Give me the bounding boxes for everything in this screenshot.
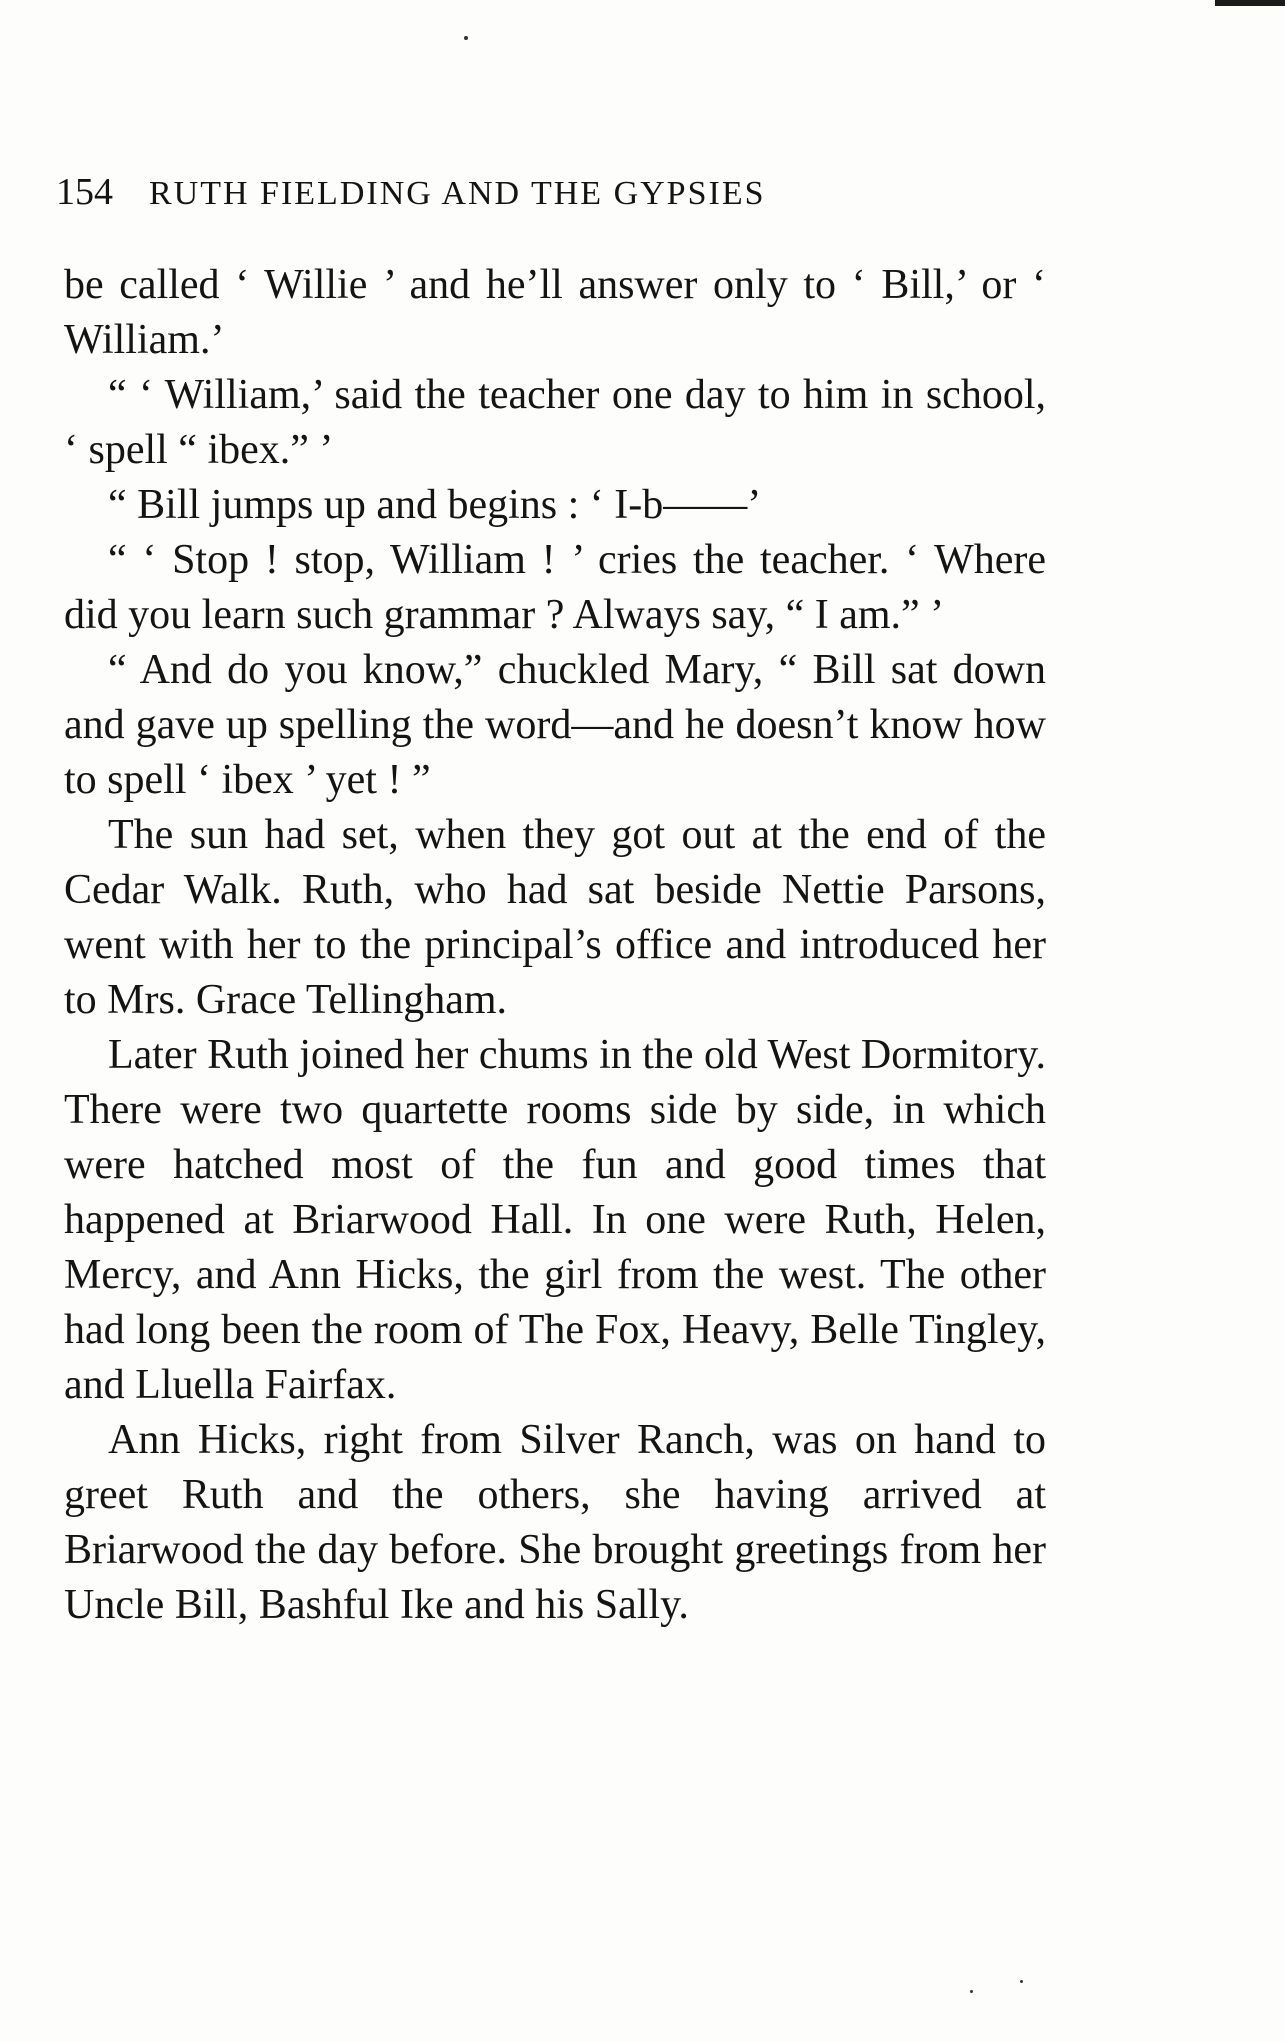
paragraph: “ And do you know,” chuckled Mary, “ Bill sat down and gave up spelling the word—and he doesn’t know how to spell ‘ ibex ’ yet ! ” [64,647,1046,803]
scan-speck [970,1990,973,1993]
paragraph: The sun had set, when they got out at the end of the Cedar Walk. Ruth, who had sat beside Nettie Parsons, went with her to the principal’s office and introduced her to Mrs. Grace Tellingham. [64,812,1046,1023]
paragraph: “ Bill jumps up and begins : ‘ I-b——’ [108,482,762,528]
paragraph: Ann Hicks, right from Silver Ranch, was on hand to greet Ruth and the others, she having arrived at Briarwood the day before. She brought greetings from her Uncle Bill, Bashful Ike and his Sally. [64,1417,1046,1628]
paragraph: be called ‘ Willie ’ and he’ll answer only to ‘ Bill,’ or ‘ William.’ [64,262,1046,363]
body-text [64,258,1046,1633]
scan-edge-mark [1215,0,1285,6]
paragraph: “ ‘ Stop ! stop, William ! ’ cries the teacher. ‘ Where did you learn such grammar ? Always say, “ I am.” ’ [64,537,1046,638]
scan-speck [1020,1980,1023,1983]
paragraph: Later Ruth joined her chums in the old West Dormitory. There were two quartette rooms side by side, in which were hatched most of the fun and good times that happened at Briarwood Hall. In one were Ruth, Helen, Mercy, and Ann Hicks, the girl from the west. The other had long been the room of The Fox, Heavy, Belle Tingley, and Lluella Fairfax. [64,1032,1046,1408]
page-number: 154 [56,171,113,213]
paragraph: “ ‘ William,’ said the teacher one day to him in school, ‘ spell “ ibex.” ’ [64,372,1046,473]
running-title: RUTH FIELDING AND THE GYPSIES [149,175,766,212]
running-header [56,170,1046,220]
scan-speck [464,36,468,40]
